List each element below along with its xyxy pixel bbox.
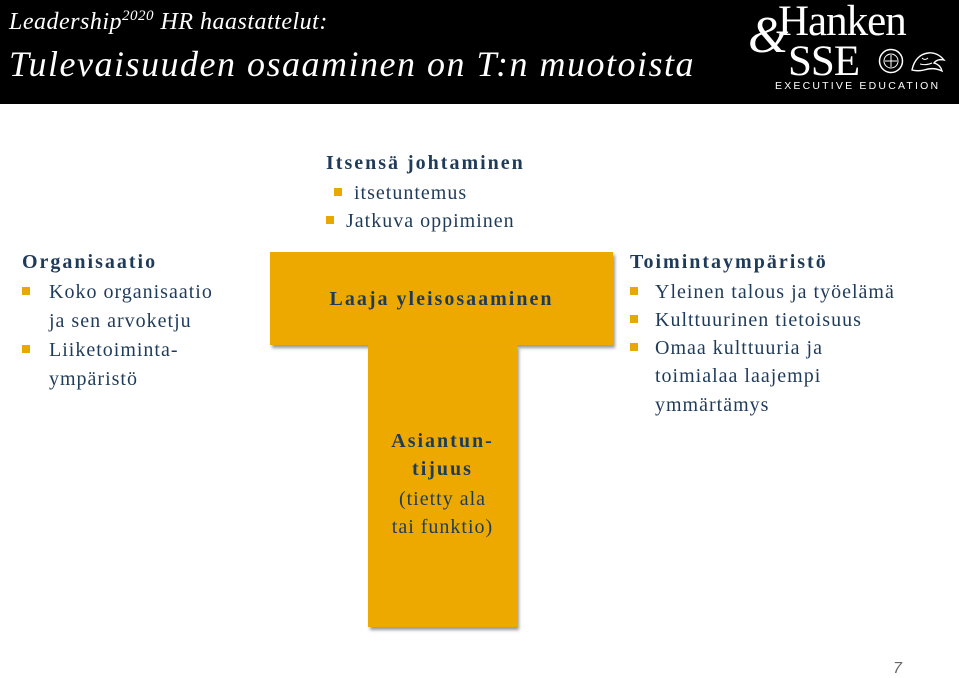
left-heading: Organisaatio xyxy=(22,251,158,273)
logo-ampersand: & xyxy=(748,7,789,64)
griffin-emblem-icon xyxy=(908,48,948,74)
crest-icon xyxy=(878,48,904,74)
left-item-2: Liiketoiminta- xyxy=(22,339,30,362)
right-item-3-cont-2: ymmärtämys xyxy=(655,394,770,416)
bullet-icon xyxy=(326,216,334,224)
right-item-3: Omaa kulttuuria ja xyxy=(630,337,638,360)
left-item-1-cont: ja sen arvoketju xyxy=(49,310,192,332)
right-item-2: Kulttuurinen tietoisuus xyxy=(630,309,638,332)
bullet-icon xyxy=(22,287,30,295)
slide-title-line2: Tulevaisuuden osaaminen on T:n muotoista xyxy=(9,44,696,84)
top-item-1: itsetuntemus xyxy=(334,182,467,205)
logo-sse: SSE xyxy=(788,38,860,85)
bullet-icon xyxy=(630,287,638,295)
bullet-icon xyxy=(630,315,638,323)
logo-hanken: Hanken xyxy=(778,0,906,45)
left-item-2-cont: ympäristö xyxy=(49,368,138,390)
t-stem-line-2: tijuus xyxy=(412,458,473,480)
slide-title-line1: Leadership$^{2020}$ HR haastattelut: xyxy=(9,8,328,35)
page-number: 7 xyxy=(893,660,902,677)
top-heading: Itsensä johtaminen xyxy=(326,152,525,174)
header-bar xyxy=(0,0,959,104)
top-item-2: Jatkuva oppiminen xyxy=(326,210,515,233)
right-heading: Toimintaympäristö xyxy=(630,251,828,273)
bullet-icon xyxy=(334,188,342,196)
t-bar-label: Laaja yleisosaaminen xyxy=(329,288,554,310)
t-stem-line-3: (tietty ala xyxy=(398,488,487,510)
logo-subtitle: EXECUTIVE EDUCATION xyxy=(775,80,941,92)
t-stem-line-4: tai funktio) xyxy=(391,516,494,538)
right-item-3-cont-1: toimialaa laajempi xyxy=(655,365,822,387)
bullet-icon xyxy=(22,345,30,353)
bullet-icon xyxy=(630,343,638,351)
hanken-sse-logo xyxy=(748,2,953,98)
left-item-1: Koko organisaatio xyxy=(22,281,30,304)
right-item-1: Yleinen talous ja työelämä xyxy=(630,281,638,304)
t-stem-line-1: Asiantun- xyxy=(391,430,494,452)
t-shape-stem xyxy=(368,345,517,627)
